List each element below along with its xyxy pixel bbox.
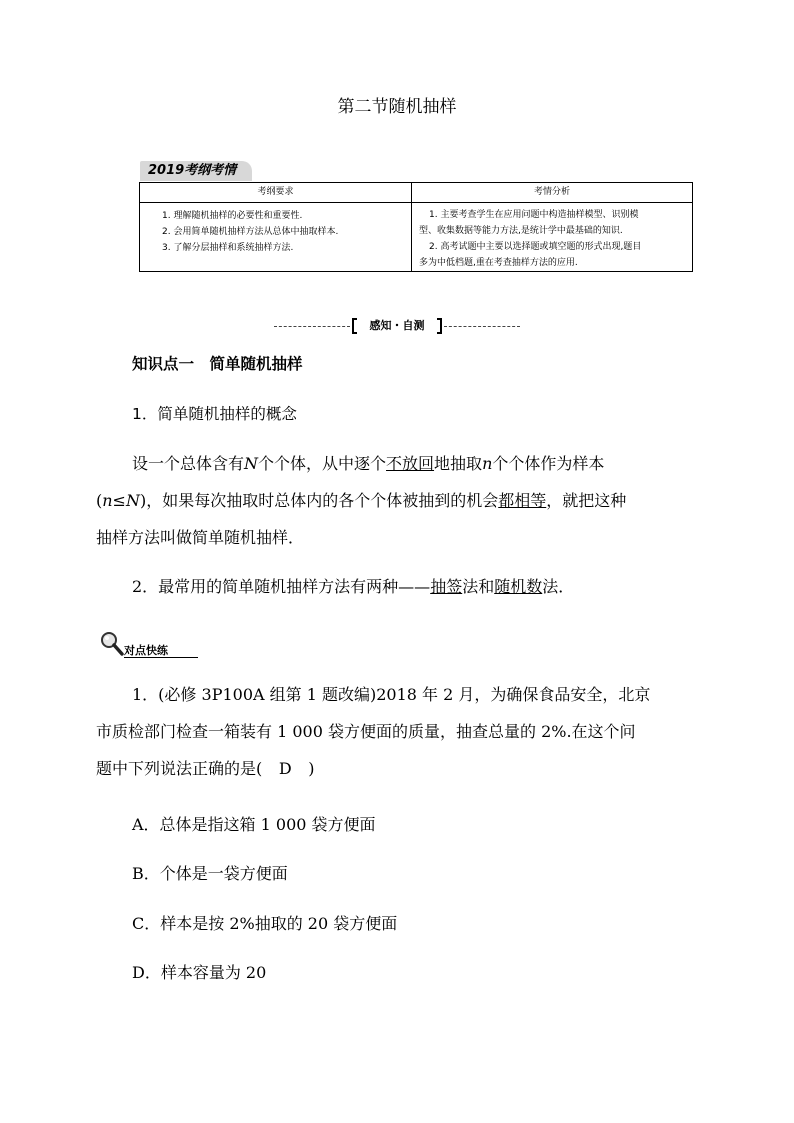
var-N: N — [244, 454, 259, 473]
section-divider — [274, 316, 520, 336]
magnifier-icon — [100, 631, 124, 657]
question-line-2: 市质检部门检查一箱装有 1 000 袋方便面的质量，抽查总量的 2%.在这个问 — [96, 722, 636, 741]
concept-line-2 — [96, 488, 626, 511]
concept-line-3: 抽样方法叫做简单随机抽样． — [96, 528, 305, 547]
answer-choice: D — [278, 759, 292, 778]
text: 个个体，从中逐个 — [258, 454, 387, 473]
condition: n≤N — [102, 491, 140, 510]
option-c: C．样本是按 2%抽取的 20 袋方便面 — [132, 914, 398, 933]
requirement-item: 2. 会用简单随机抽样方法从总体中抽取样本. — [162, 227, 339, 237]
option-b: B．个体是一袋方便面 — [132, 864, 288, 883]
analysis-header: 考情分析 — [412, 183, 692, 203]
practice-underline — [124, 657, 198, 658]
option-a: A．总体是指这箱 1 000 袋方便面 — [132, 815, 376, 834]
text: )，如果每次抽取时总体内的各个个体被抽到的机会 — [139, 491, 499, 510]
analysis-line: 2. 高考试题中主要以选择题或填空题的形式出现,题目 — [429, 242, 642, 252]
practice-header — [100, 631, 200, 659]
underlined-answer: 不放回 — [386, 454, 435, 473]
dashed-rule — [444, 326, 520, 327]
analysis-line: 1. 主要考查学生在应用问题中构造抽样模型、识别模 — [429, 210, 639, 220]
text: ( — [96, 491, 103, 510]
exam-info-table — [139, 182, 693, 272]
analysis-line: 多为中低档题,重在考查抽样方法的应用. — [419, 258, 578, 268]
underlined-answer: 都相等 — [498, 491, 547, 510]
underlined-answer: 随机数 — [494, 577, 543, 596]
table-divider — [411, 183, 412, 271]
concept-line-1 — [132, 451, 604, 474]
text: 法和 — [462, 577, 495, 596]
methods-line — [132, 574, 574, 597]
analysis-list — [419, 207, 689, 271]
page-title: 第二节随机抽样 — [337, 97, 457, 117]
var-n: n — [482, 454, 493, 473]
text: 法． — [542, 577, 575, 596]
text: 题中下列说法正确的是( — [96, 759, 263, 778]
requirements-list — [162, 208, 338, 256]
practice-label: 对点快练 — [124, 644, 168, 657]
text: 设一个总体含有 — [132, 454, 245, 473]
section-divider-label: 感知・自测 — [369, 319, 425, 332]
text: 2．最常用的简单随机抽样方法有两种—— — [132, 577, 431, 596]
text: ，就把这种 — [546, 491, 627, 510]
underlined-answer: 抽签 — [430, 577, 463, 596]
question-line-3 — [96, 756, 315, 779]
requirements-header: 考纲要求 — [140, 183, 411, 203]
exam-info-tag: 2019考纲考情 — [140, 161, 252, 181]
analysis-line: 型、收集数据等能力方法,是统计学中最基础的知识. — [419, 226, 623, 236]
knowledge-heading: 知识点一 简单随机抽样 — [132, 355, 303, 373]
text: 地抽取 — [434, 454, 483, 473]
option-d: D．样本容量为 20 — [132, 963, 267, 982]
text: ) — [308, 759, 315, 778]
requirement-item: 1. 理解随机抽样的必要性和重要性. — [162, 211, 303, 221]
text: 个个体作为样本 — [492, 454, 605, 473]
requirement-item: 3. 了解分层抽样和系统抽样方法. — [162, 243, 294, 253]
dashed-rule — [274, 326, 350, 327]
concept-subheading — [132, 402, 297, 424]
bracket-right — [437, 318, 442, 334]
concept-subheading-text: 1．简单随机抽样的概念 — [132, 405, 297, 423]
question-line-1: 1．(必修 3P100A 组第 1 题改编)2018 年 2 月，为确保食品安全，北京 — [132, 685, 651, 704]
